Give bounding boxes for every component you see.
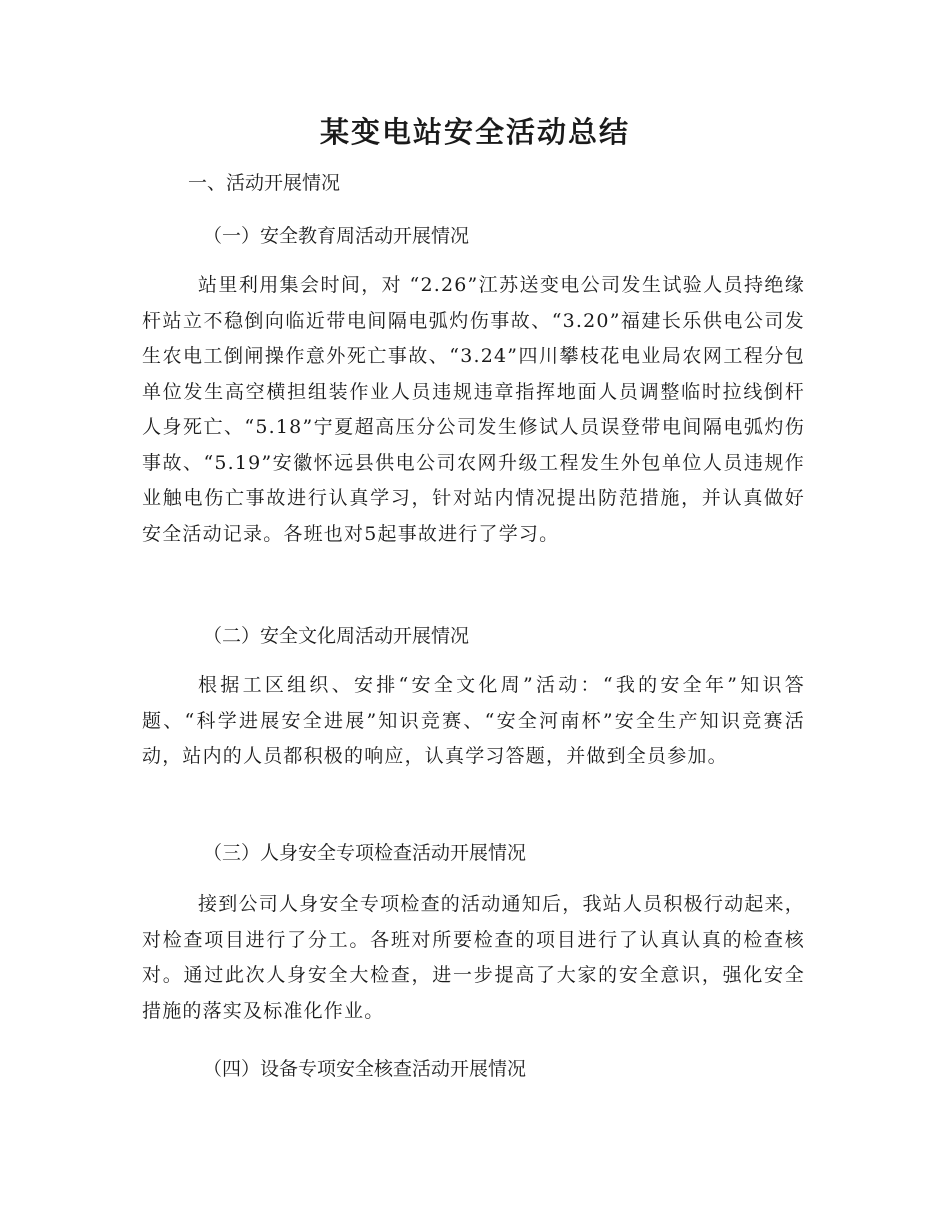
paragraph-personal-safety-check: 接到公司人身安全专项检查的活动通知后，我站人员积极行动起来，对检查项目进行了分工。各班对所要检查的项目进行了认真认真的检查核对。通过此次人身安全大检查，进一步提高了大家的安全意识，强化安全措施的落实及标准化作业。 (142, 893, 805, 1022)
paragraph-education-week: 站里利用集会时间，对 “2.26”江苏送变电公司发生试验人员持绝缘杆站立不稳倒向临近带电间隔电弧灼伤事故、“3.20”福建长乐供电公司发生农电工倒闸操作意外死亡事故、“3.24”四川攀枝花电业局农网工程分包单位发生高空横担组装作业人员违规违章指挥地面人员调整临时拉线倒杆人身死亡、“5.18”宁夏超高压分公司发生修试人员误登带电间隔电弧灼伤事故、“5.19”安徽怀远县供电公司农网升级工程发生外包单位人员违规作业触电伤亡事故进行认真学习，针对站内情况提出防范措施，并认真做好安全活动记录。各班也对5起事故进行了学习。 (142, 274, 805, 545)
subsection-heading-personal-safety-check: （三）人身安全专项检查活动开展情况 (203, 842, 527, 864)
subsection-heading-culture-week: （二）安全文化周活动开展情况 (203, 625, 470, 647)
section-heading-activities: 一、活动开展情况 (188, 172, 341, 194)
subsection-heading-equipment-check: （四）设备专项安全核查活动开展情况 (203, 1058, 527, 1080)
paragraph-culture-week: 根据工区组织、安排“安全文化周”活动：“我的安全年”知识答题、“科学进展安全进展”知识竞赛、“安全河南杯”安全生产知识竞赛活动，站内的人员都积极的响应，认真学习答题，并做到全员参加。 (142, 674, 805, 767)
document-title: 某变电站安全活动总结 (319, 115, 630, 149)
subsection-heading-education-week: （一）安全教育周活动开展情况 (203, 225, 470, 247)
